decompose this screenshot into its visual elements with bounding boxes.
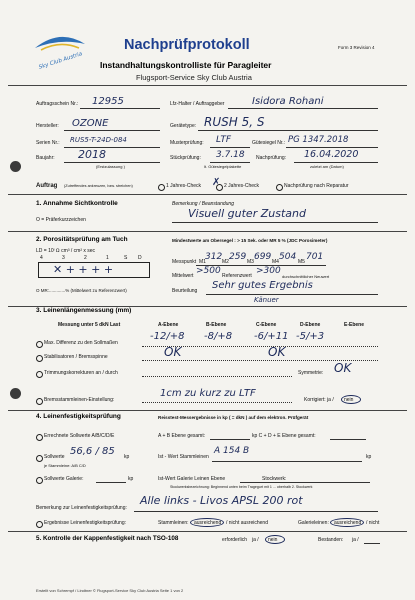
korrigiert-label: Korrigiert: ja / [304, 397, 334, 403]
sec4-r3: Sollwerte Galerie: [44, 476, 84, 482]
muster-label: Musterprüfung: [170, 140, 204, 146]
sollwerte-unit: kp [124, 454, 130, 460]
mr-label: O MR:.............% (Mittelwert zu Referenzwert) [36, 288, 127, 293]
hersteller-value: OZONE [72, 118, 109, 129]
sec1-prefer: O = Präferkurzzeichen [36, 217, 86, 223]
halter-value: Isidora Rohani [252, 96, 324, 107]
m4-label: M4 [272, 259, 279, 265]
row1-b: -8/+8 [204, 331, 233, 342]
r3-unit: kp [128, 476, 134, 482]
opt-reparatur: Nachprüfung nach Reparatur [284, 183, 349, 189]
sec1-bemerkung-label: Bemerkung / Beanstandung [172, 201, 234, 207]
chk-row2[interactable] [36, 355, 43, 362]
chk-row1[interactable] [36, 341, 43, 348]
geraetetyp-value: RUSH 5, S [204, 115, 265, 129]
ld-marks: ✕ + + + + [53, 263, 114, 276]
nachpruef-sub: zuletzt am (Datum) [310, 164, 344, 169]
sollwerte-value: 56,6 / 85 [70, 446, 115, 457]
baujahr-value: 2018 [78, 148, 106, 161]
sec4-r1: Errechnete Sollwerte A/B/C/D/E [44, 433, 115, 439]
ergebnis-label: Ergebnisse Leinenfestigkeitsprüfung: [44, 520, 126, 526]
sec2-ld: LD = 10ⁱ Ω cm³ / cm² x sec [36, 248, 96, 254]
nachpruef-value: 16.04.2020 [304, 149, 359, 160]
ld-grid [38, 262, 150, 278]
stamm-tail: / nicht ausreichend [226, 520, 268, 526]
sec3-title: 3. Leinenlängenmessung (mm) [36, 307, 132, 314]
istwert-label: Ist - Wert Stammleinen [158, 454, 209, 460]
page-title: Nachprüfprotokoll [124, 37, 250, 53]
serien-label: Serien Nr.: [36, 140, 60, 146]
col-a: A-Ebene [158, 322, 179, 328]
sec4-title: 4. Leinenfestigkeitsprüfung [36, 413, 121, 420]
m5-value: 701 [306, 252, 324, 262]
sec3-row1: Max. Differenz zu den Sollmaßen [44, 340, 118, 346]
sec3-messung: Messung unter 5 dkN Last [58, 322, 121, 328]
chk-sollwerte[interactable] [36, 434, 43, 441]
bestanden-label: Bestanden: [318, 537, 344, 543]
form-number: Form 3 Revision 4 [338, 45, 375, 50]
sec4-r1-right2: kp C + D + E Ebene gesamt: [252, 433, 316, 439]
subtitle: Instandhaltungskontrolliste für Paragleiter [100, 60, 272, 70]
divider-2 [8, 231, 407, 232]
erforderlich-tail: ja / [252, 537, 259, 543]
istwert-unit: kp [366, 454, 372, 460]
galerie-sub: Stockwerksbezeichnung: Beginnend unten beim Tragegurt mit 1 ... oberhalb 2. Stockwerk [170, 485, 313, 489]
ld-scale: 4 3 2 1 S D [40, 255, 142, 261]
referenz-label: Referenzwert [222, 273, 252, 279]
erforderlich-label: erforderlich [222, 537, 248, 543]
galerie-label: Ist-Wert Galerie Leinen Ebene [158, 476, 226, 482]
auftrag-row-note: (Zutreffendes ankreuzen, bzw. streichen) [64, 184, 133, 188]
serien-value: RUS5-T-24D-084 [70, 136, 127, 144]
mittelwert-label: Mittelwert [172, 273, 194, 279]
sec2-mindest: Mindestwerte am Obersegel : > 15 Sek. oder MR 5 % (JDC Porosimeter) [172, 238, 328, 243]
col-b: B-Ebene [206, 322, 227, 328]
erforderlich-circle [265, 535, 285, 544]
gal-value: ausreichend [334, 520, 362, 526]
punch-hole-bottom [10, 388, 21, 399]
m4-value: 504 [279, 252, 297, 262]
chk-ergebnis[interactable] [36, 521, 43, 528]
referenz-tail: durchschnittlicher Neuwert [282, 274, 330, 279]
chk-row3[interactable] [36, 371, 43, 378]
m2-label: M2 [222, 259, 229, 265]
istwert-value: A 154 B [214, 446, 250, 456]
erforderlich-value: nein [268, 537, 278, 543]
symmetrie-label: Symmetrie: [298, 370, 324, 376]
divider-5 [8, 531, 407, 532]
stueck-value: 3.7.18 [216, 150, 245, 160]
m3-value: 699 [254, 252, 272, 262]
beurteilung-value: Sehr gutes Ergebnis [212, 280, 313, 291]
divider-4 [8, 410, 407, 411]
referenz-value: >300 [256, 266, 281, 276]
sec2-title: 2. Porositätsprüfung am Tuch [36, 236, 128, 243]
gal-circle [330, 518, 364, 527]
sec2-messpunkt-label: Messpunkt [172, 259, 197, 265]
stueck-sub: lt. Gütesiegelplakette [204, 164, 242, 169]
guetesiegel-value: PG 1347.2018 [288, 135, 349, 145]
row2-c: OK [268, 345, 286, 359]
sec3-row3: Trimmungskorrekturen an / durch [44, 370, 118, 376]
chk-sollwerte-stamm[interactable] [36, 455, 43, 462]
sec4-bemerkung: Alle links - Livos APSL 200 rot [140, 494, 303, 507]
gal-label: Galerieleinen: [298, 520, 329, 526]
halter-label: Lfz-Halter / Auftraggeber [170, 101, 225, 107]
m5-label: M5 [298, 259, 305, 265]
auftrag-label: Auftragsschein Nr.: [36, 101, 79, 107]
stamm-label: Stammleinen: [158, 520, 189, 526]
radio-1-jahres[interactable] [158, 184, 165, 191]
opt-2-jahres: 2 Jahres-Check [224, 183, 260, 189]
korrigiert-value: nein [344, 397, 354, 403]
stamm-circle [190, 518, 224, 527]
sec4-reisstest: Reisstest-Messergebnisse in kp ( = dkN ) auf dem elektron. Prüfgerät [158, 415, 309, 420]
stueck-label: Stückprüfung: [170, 155, 201, 161]
mittelwert-value: >500 [196, 266, 221, 276]
kaenuer-signature: Känuer [254, 296, 279, 304]
muster-value: LTF [216, 135, 232, 145]
guetesiegel-label: Gütesiegel Nr.: [252, 140, 286, 146]
hersteller-label: Hersteller: [36, 123, 59, 129]
sec1-title: 1. Annahme Sichtkontrolle [36, 200, 118, 207]
col-d: D-Ebene [300, 322, 321, 328]
symmetrie-value: OK [334, 361, 352, 375]
geraetetyp-label: Gerätetype: [170, 123, 197, 129]
sec3-row2: Stabilisatoren / Bremsspinne [44, 354, 108, 360]
galerie-extra: Stockwerk: [262, 476, 287, 482]
sec1-bemerkung: Visuell guter Zustand [188, 207, 306, 220]
baujahr-label: Baujahr: [36, 155, 55, 161]
footer: Erstellt von Schrempf / Lindtner © Flugsport-Service Sky Club Austria Seite 1 von 2 [36, 588, 184, 593]
m1-label: M1 [199, 259, 206, 265]
erstzulassung-note: (Erstzulassung ) [96, 164, 125, 169]
bestanden-tail: ja / [352, 537, 359, 543]
logo-text: Sky Club Austria [38, 51, 84, 71]
sec5-title: 5. Kontrolle der Kappenfestigkeit nach TSO-108 [36, 535, 179, 542]
radio-reparatur[interactable] [276, 184, 283, 191]
divider-1 [8, 194, 407, 195]
m1-value: 312 [205, 252, 223, 262]
opt-1-jahres: 1 Jahres-Check [166, 183, 202, 189]
auftrag-value: 12955 [92, 96, 124, 107]
m2-value: 259 [229, 252, 247, 262]
sec4-r1-right: A + B Ebene gesamt: [158, 433, 206, 439]
col-c: C-Ebene [256, 322, 277, 328]
row1-d: -5/+3 [296, 331, 325, 342]
sollwerte-label: Sollwerte [44, 454, 65, 460]
chk-galerie[interactable] [36, 477, 43, 484]
punch-hole-top [10, 161, 21, 172]
sollwerte-sub: je Stammleine: A/B C/D [44, 463, 86, 468]
nachpruef-label: Nachprüfung: [256, 155, 287, 161]
col-e: E-Ebene [344, 322, 365, 328]
row4-value: 1cm zu kurz zu LTF [160, 388, 256, 399]
organization: Flugsport-Service Sky Club Austria [136, 73, 252, 82]
gal-tail: / nicht [366, 520, 380, 526]
m3-label: M3 [247, 259, 254, 265]
beurteilung-label: Beurteilung [172, 288, 198, 294]
korrigiert-circle [341, 395, 361, 404]
header-divider [8, 85, 407, 86]
sec3-row4: Bremsstammleinen-Einstellung: [44, 397, 115, 403]
row1-a: -12/+8 [150, 331, 185, 342]
chk-row4[interactable] [36, 398, 43, 405]
check-mark-2-jahres: ✗ [212, 177, 221, 188]
stamm-value: ausreichend [194, 520, 222, 526]
sec4-bemerkung-label: Bemerkung zur Leinenfestigkeitsprüfung: [36, 505, 127, 511]
auftrag-row-label: Auftrag [36, 183, 58, 189]
row1-c: -6/+11 [254, 331, 289, 342]
row2-a: OK [164, 345, 182, 359]
